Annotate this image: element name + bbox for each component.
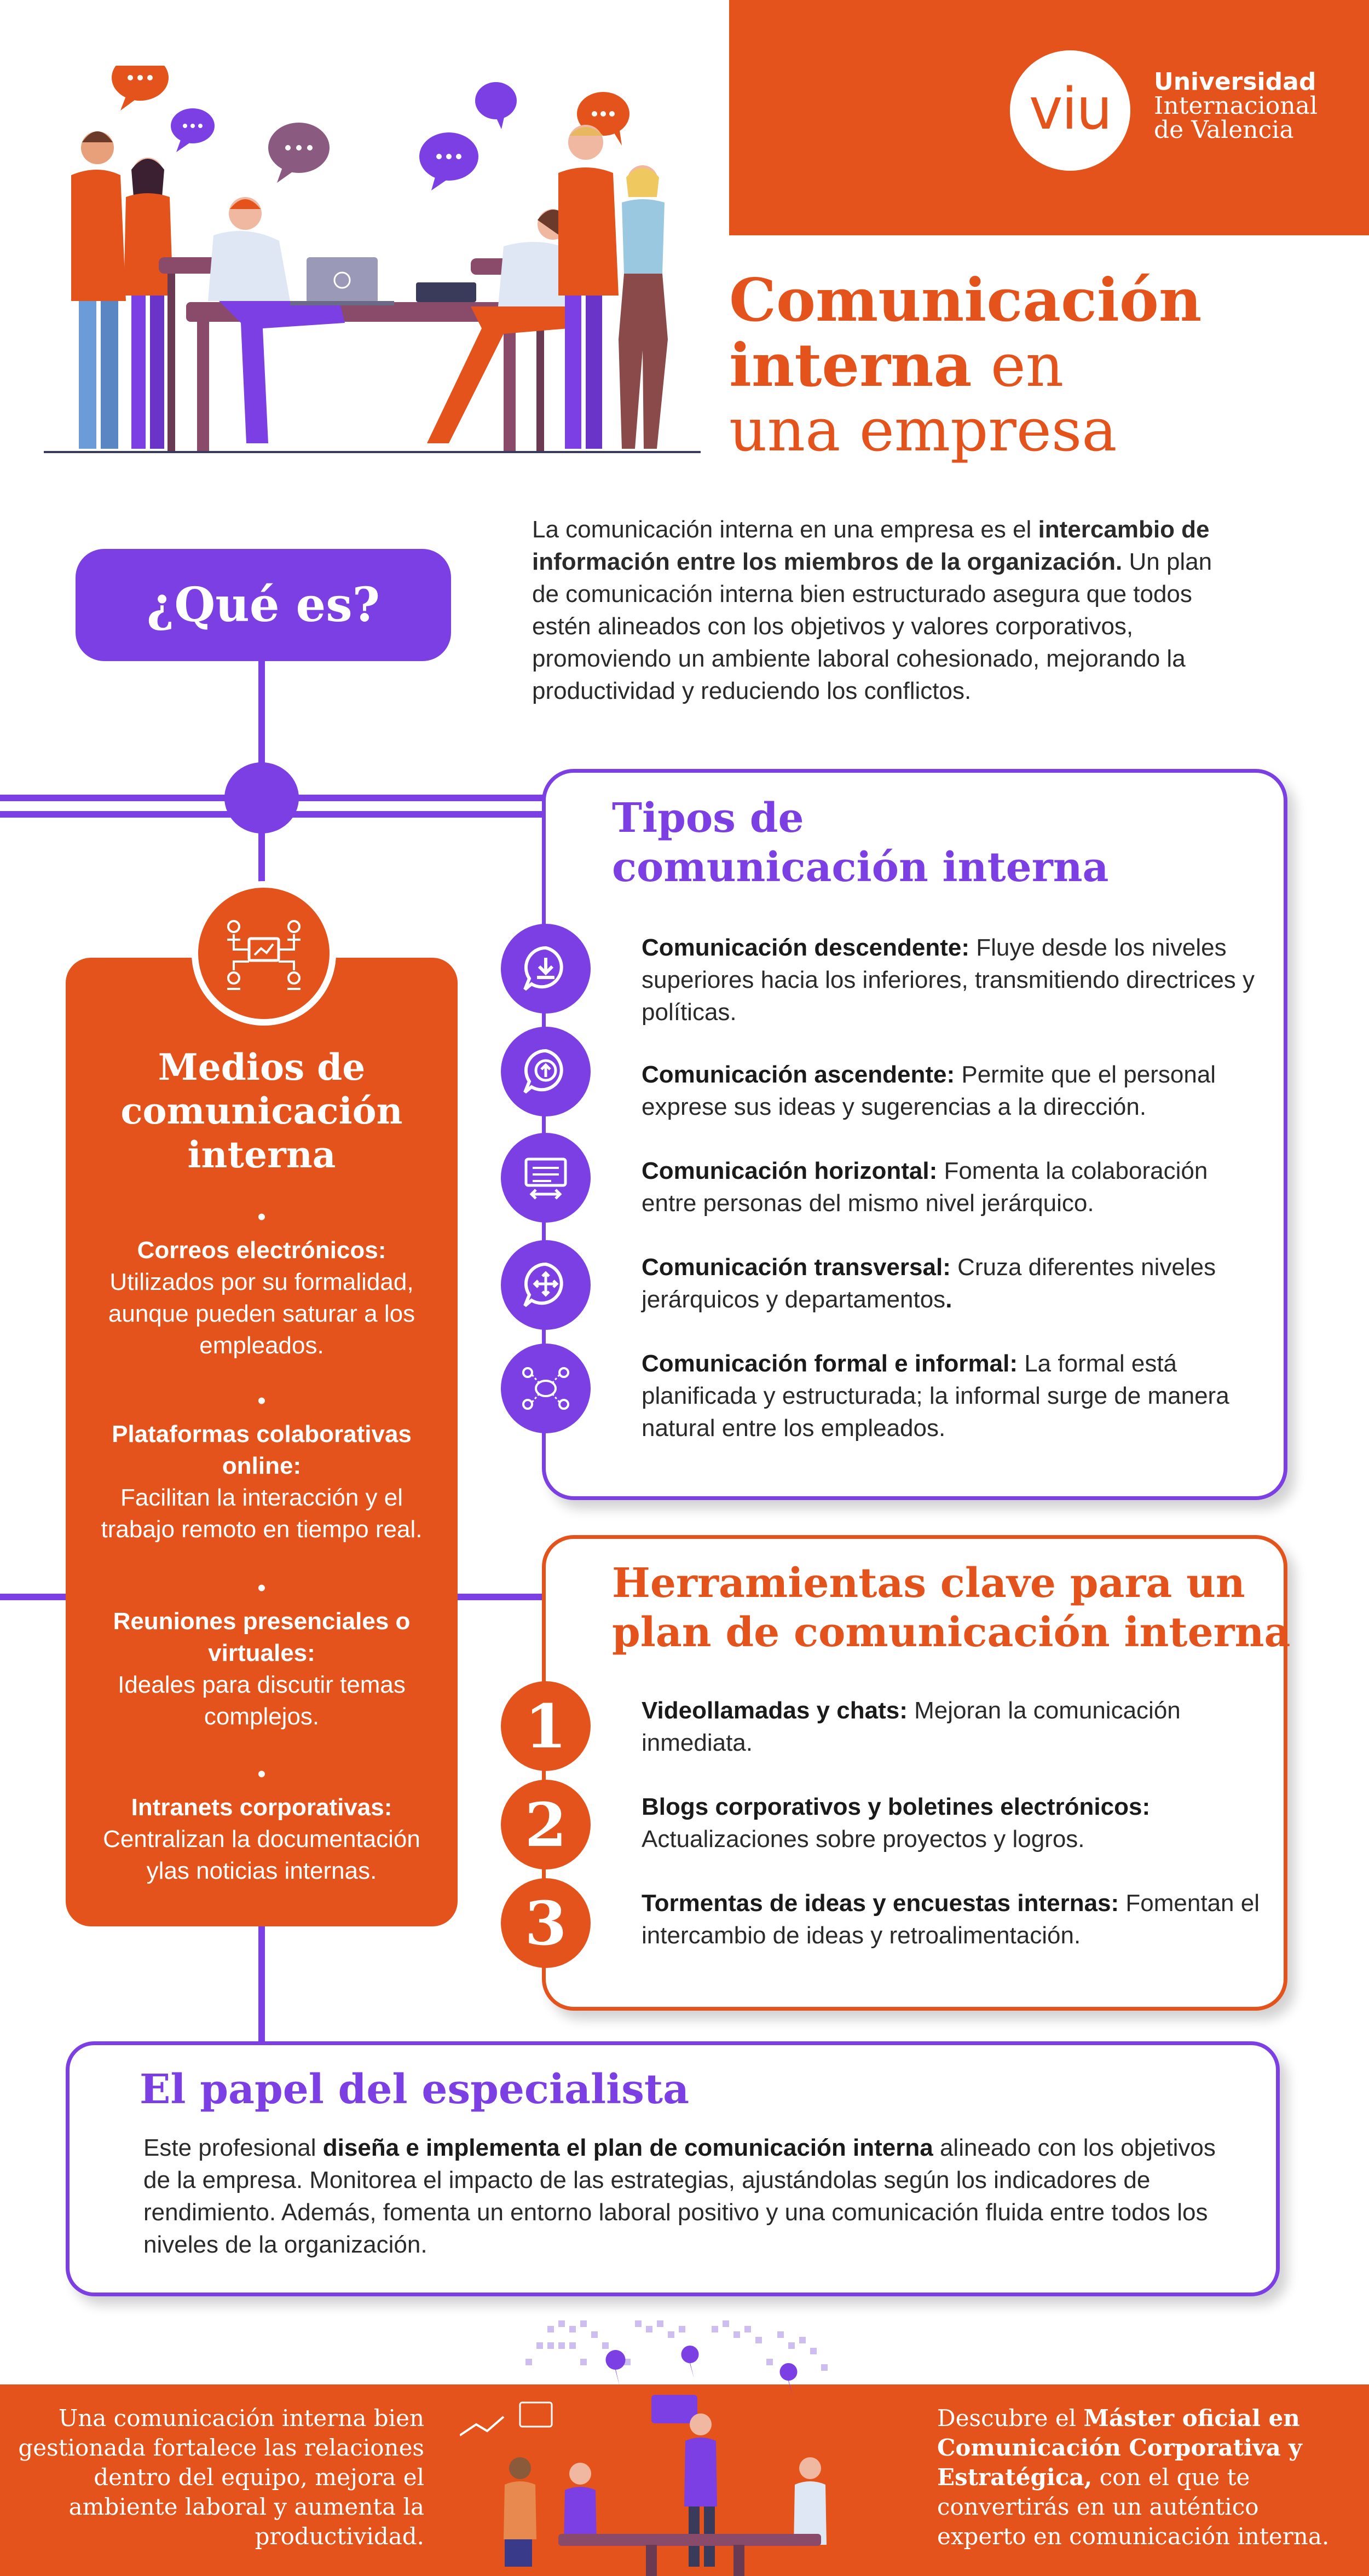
title-line1: Comunicación	[729, 266, 1202, 335]
person-icon	[794, 2457, 827, 2545]
connector-line	[258, 1926, 265, 2044]
tipo-description: La formal está planificada y estructurada; la informal surge de manera natural entre los empleados.	[642, 1350, 1229, 1442]
herramienta-label: Videollamadas y chats:	[642, 1697, 908, 1724]
person-icon	[504, 2457, 536, 2567]
intro-text-1: La comunicación interna en una empresa es el	[532, 516, 1038, 543]
papel-paragraph	[143, 2132, 1233, 2261]
bullet-dot: •	[257, 1387, 266, 1414]
medio-item	[82, 1200, 441, 1362]
footer-right-2: con el que te convertirás en un auténtico experto en comunicación interna.	[937, 2464, 1330, 2550]
tipo-item	[642, 1347, 1266, 1444]
herramienta-item	[642, 1887, 1266, 1952]
speech-bubble-icon	[268, 123, 330, 183]
papel-text-bold: diseña e implementa el plan de comunicación interna	[322, 2134, 933, 2161]
bullet-dot: •	[257, 1761, 266, 1787]
intro-text-bold: intercambio de información entre los miembros de la organización.	[532, 516, 1210, 575]
tipo-description: Fluye desde los niveles superiores hacia los inferiores, transmitiendo directrices y políticas.	[642, 934, 1255, 1026]
person-icon	[619, 165, 668, 449]
intro-text-2: Un plan de comunicación interna bien estructurado asegura que todos estén alineados con los objetivos y valores corporativos, promoviendo un ambiente laboral cohesionado, mejorando la productividad y reduciendo los conflictos.	[532, 548, 1212, 704]
medio-description: Centralizan la documentación ylas noticias internas.	[103, 1826, 420, 1884]
university-name-line1: Universidad	[1154, 68, 1316, 96]
tipo-label: Comunicación transversal:	[642, 1254, 951, 1281]
footer-right-1: Descubre el	[937, 2405, 1084, 2432]
que-es-label: ¿Qué es?	[76, 549, 451, 661]
cross-arrows-chat-icon	[501, 1240, 591, 1330]
medio-label: Plataformas colaborativas online:	[112, 1421, 412, 1479]
tipo-label: Comunicación horizontal:	[642, 1157, 938, 1184]
person-icon	[124, 158, 173, 449]
herramienta-label: Tormentas de ideas y encuestas internas:	[642, 1890, 1119, 1917]
logo-mark: viu	[1029, 76, 1112, 142]
papel-text-1: Este profesional	[143, 2134, 323, 2161]
medio-description: Ideales para discutir temas complejos.	[118, 1671, 406, 1730]
footer-left-text: Una comunicación interna bien gestionada fortalece las relaciones dentro del equipo, mejora el ambiente laboral y aumenta la productividad.	[18, 2405, 424, 2550]
tipo-description: Permite que el personal exprese sus ideas y sugerencias a la dirección.	[642, 1061, 1216, 1120]
papel-title: El papel del especialista	[140, 2066, 690, 2113]
herramienta-description: Mejoran la comunicación inmediata.	[642, 1697, 1181, 1756]
tipo-item	[642, 1251, 1266, 1316]
people-network-icon	[501, 1344, 591, 1433]
medio-label: Correos electrónicos:	[137, 1237, 386, 1264]
tipo-label: Comunicación descendente:	[642, 934, 970, 961]
tipos-title-line2: comunicación interna	[612, 844, 1109, 891]
master-link[interactable]: Máster oficial en Comunicación Corporativa y Estratégica,	[937, 2405, 1302, 2491]
herramientas-title	[612, 1559, 1290, 1657]
herramienta-item	[642, 1694, 1266, 1759]
herramienta-label: Blogs corporativos y boletines electrónicos:	[642, 1793, 1151, 1820]
speech-bubble-icon	[171, 108, 215, 152]
medios-title-line1: Medios de	[158, 1046, 366, 1089]
title-line2-rest: en	[972, 332, 1064, 400]
horizontal-arrows-icon	[501, 1133, 591, 1223]
medio-description: Utilizados por su formalidad, aunque pueden saturar a los empleados.	[108, 1269, 415, 1359]
download-chat-icon	[501, 924, 591, 1014]
upload-chat-icon	[501, 1027, 591, 1116]
medio-label: Intranets corporativas:	[131, 1794, 392, 1821]
tipo-label: Comunicación ascendente:	[642, 1061, 955, 1088]
medio-label: Reuniones presenciales o virtuales:	[113, 1608, 411, 1666]
herramienta-item	[642, 1791, 1266, 1855]
medio-item	[82, 1383, 441, 1545]
bullet-dot: •	[257, 1574, 266, 1601]
person-icon	[558, 125, 619, 449]
herramienta-description: Actualizaciones sobre proyectos y logros.	[642, 1826, 1085, 1853]
speech-bubble-icon	[419, 132, 478, 190]
medios-title-line3: interna	[187, 1133, 336, 1176]
papel-text-2: alineado con los objetivos de la empresa. Monitorea el impacto de las estrategias, ajustándolas según los indicadores de rendimiento. Además, fomenta un entorno laboral positivo y una comunicación fluida entre todos los niveles de la organización.	[143, 2134, 1216, 2258]
person-icon	[564, 2463, 597, 2545]
medios-title	[77, 1045, 447, 1177]
tipo-item	[642, 931, 1266, 1028]
tipos-title-line1: Tipos de	[612, 795, 804, 842]
tipos-title	[612, 794, 1108, 892]
speech-bubble-icon	[475, 82, 517, 129]
speech-bubble-icon	[112, 66, 169, 111]
team-meeting-illustration	[33, 66, 712, 460]
page-title	[729, 268, 1348, 463]
title-line3: una empresa	[729, 396, 1117, 465]
title-line2-bold: interna	[729, 331, 972, 400]
medio-item	[82, 1757, 441, 1887]
tipo-item	[642, 1058, 1266, 1123]
medio-item	[82, 1571, 441, 1733]
person-icon	[71, 131, 126, 449]
footer-right-text	[937, 2404, 1353, 2551]
tipo-description: Cruza diferentes niveles jerárquicos y departamentos	[642, 1254, 1216, 1313]
bullet-dot: •	[257, 1203, 266, 1230]
tipo-description-end: .	[945, 1286, 952, 1313]
connector-line	[258, 832, 265, 887]
step-number-badge: 3	[501, 1878, 591, 1968]
step-number-badge: 1	[501, 1681, 591, 1771]
world-map-illustration	[460, 2304, 920, 2576]
herramientas-title-line1: Herramientas clave para un	[612, 1560, 1245, 1607]
university-name-line2: Internacional	[1154, 92, 1318, 120]
herramientas-title-line2: plan de comunicación interna	[612, 1609, 1291, 1656]
laptop-icon	[290, 257, 394, 305]
university-name-line3: de Valencia	[1154, 116, 1294, 144]
medios-title-line2: comunicación	[120, 1090, 403, 1132]
step-number-badge: 2	[501, 1780, 591, 1869]
tipo-item	[642, 1155, 1266, 1219]
medio-description: Facilitan la interacción y el trabajo remoto en tiempo real.	[101, 1484, 423, 1543]
intro-paragraph	[532, 513, 1244, 707]
tipo-description: Fomenta la colaboración entre personas del mismo nivel jerárquico.	[642, 1157, 1208, 1217]
university-name	[1154, 70, 1318, 142]
connector-dot	[224, 762, 299, 833]
network-presentation-icon	[192, 881, 336, 1026]
herramienta-description: Fomentan el intercambio de ideas y retroalimentación.	[642, 1890, 1260, 1949]
connector-line	[258, 661, 265, 771]
tipo-label: Comunicación formal e informal:	[642, 1350, 1018, 1377]
